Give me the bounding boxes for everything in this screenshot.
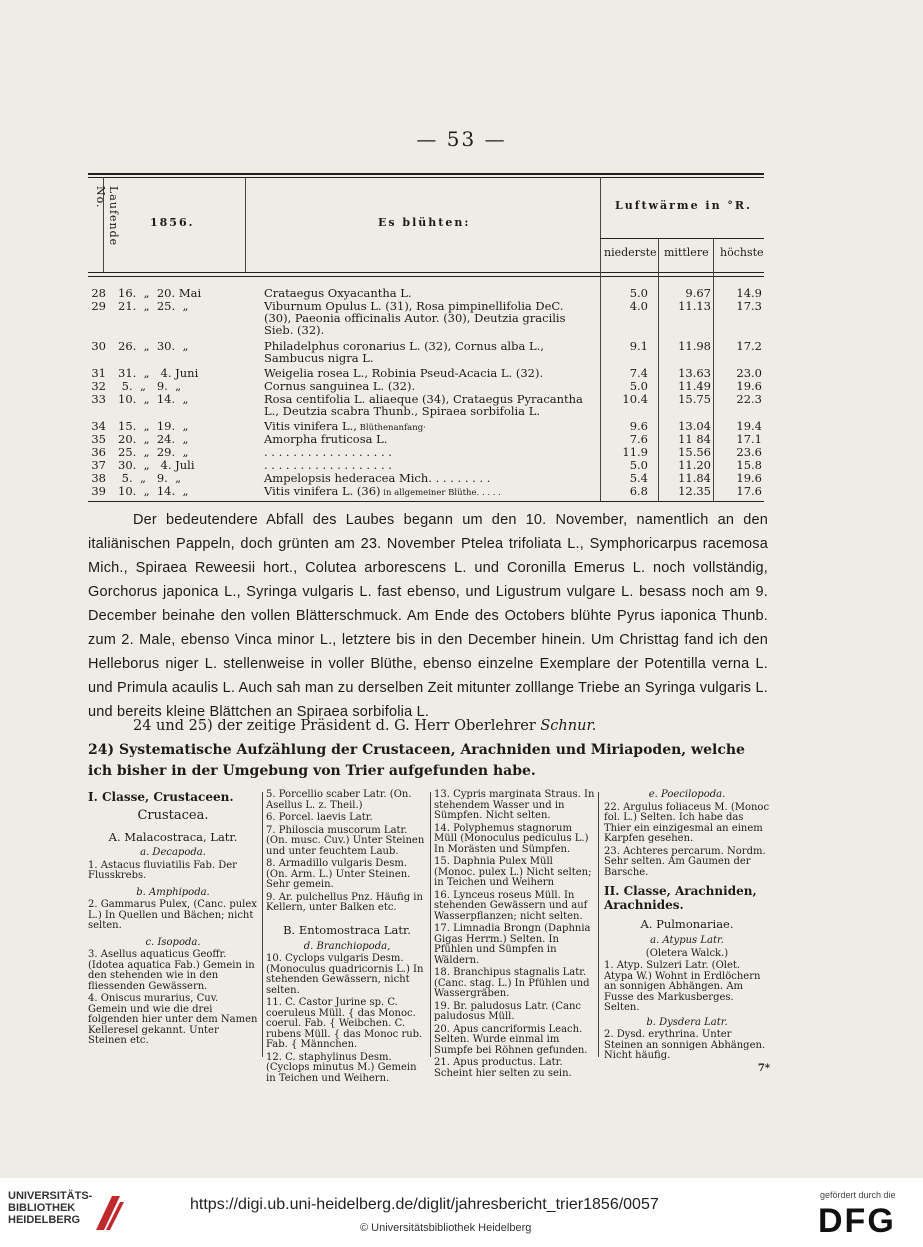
row-temp-low: 9.1 <box>629 339 648 353</box>
paragraph-text: Der bedeutendere Abfall des Laubes begann um den 10. November, namentlich an den italiänischen Pappeln, doch grünten am 23. November Ptelea trifoliata L., Symphoricarpus racemosa Mich., Spiraea Reweesii hort., Colutea arborescens L. und Coronilla Emerus L. noch vollständig, Gorchorus japonica L., Syringa vulgaris L. fast ebenso, und Ligustrum vulgare L. besass noch am 9. December beinahe den vollen Blätterschmuck. Am Ende des Octobers blühte Pyrus iaponica Thunb. zum 2. Male, ebenso Vinca minor L., letztere bis in den December hinein. Um Christtag fand ich den Helleborus niger L. stellenweise in voller Blüthe, ebenso einzelne Exemplare der Potentilla verna L. und Primula acaulis L. Auch sah man zu derselben Zeit mitunter zolllange Triebe an Syringa vulgaris L. und bereits kleine Blättchen an Spiraea sorbifolia L. <box>88 512 768 720</box>
row-number: 38 <box>91 471 106 485</box>
table-top-rule-thin <box>88 177 764 178</box>
suborder: b. Dysdera Latr. <box>646 1016 728 1028</box>
body-paragraph <box>88 508 768 724</box>
suborder: e. Poecilopoda. <box>648 789 726 800</box>
row-plants-note: Blüthenanfang· <box>356 423 426 433</box>
entry: 7. Philoscia muscorum Latr. (On. musc. Cuv.) Unter Steinen und unter feuchtem Laub. <box>266 824 425 857</box>
row-temp-low: 11.9 <box>622 445 648 459</box>
row-number: 37 <box>91 458 106 472</box>
entry: 16. Lynceus roseus Müll. In stehenden Gewässern und auf Wasserpflanzen; nicht selten. <box>434 889 588 922</box>
table-divider <box>245 177 246 272</box>
entry: 13. Cypris marginata Straus. In stehendem Wasser und in Sümpfen. Nicht selten. <box>434 789 595 821</box>
row-dates: 20. „ 24. „ <box>118 432 189 446</box>
col-header-no: Laufende No. <box>94 186 120 247</box>
copyright: © Universitätsbibliothek Heidelberg <box>360 1222 532 1234</box>
row-plants: Weigelia rosea L., Robinia Pseud-Acacia L. (32). <box>264 366 544 380</box>
temp-sub-rule <box>600 238 764 239</box>
row-temp-high: 17.3 <box>736 299 762 313</box>
row-temp-high: 17.2 <box>736 339 762 353</box>
row-plants: Vitis vinifera L. (36) in allgemeiner Blüthe. . . . . <box>264 484 501 498</box>
library-name: UNIVERSITÄTS- BIBLIOTHEK HEIDELBERG <box>8 1190 93 1226</box>
entry: 9. Ar. pulchellus Pnz. Häufig in Kellern, unter Balken etc. <box>266 891 423 913</box>
entry: 6. Porcel. laevis Latr. <box>266 812 373 823</box>
row-temp-high: 19.6 <box>736 379 762 393</box>
entry: 8. Armadillo vulgaris Desm. (On. Arm. L.) Unter Steinen. Sehr gemein. <box>266 858 411 890</box>
suborder: a. Atypus Latr. <box>650 935 724 946</box>
row-dates: 10. „ 14. „ <box>118 484 189 498</box>
row-temp-mid: 13.04 <box>678 419 711 433</box>
signature-mark: 7* <box>757 1062 770 1074</box>
row-temp-mid: 15.56 <box>678 445 711 459</box>
row-dates: 10. „ 14. „ <box>118 392 189 406</box>
row-temp-mid: 13.63 <box>678 366 711 380</box>
row-number: 35 <box>91 432 106 446</box>
entry: 4. Oniscus murarius, Cuv. Gemein und wie die drei folgenden hier unter dem Namen Kelleresel gekannt. Unter Steinen etc. <box>88 993 258 1046</box>
order-title: A. Pulmonariae. <box>640 917 734 931</box>
row-temp-low: 9.6 <box>629 419 648 433</box>
row-temp-mid: 11 84 <box>678 432 711 446</box>
row-plants: Ampelopsis hederacea Mich. . . . . . . . . <box>264 471 491 485</box>
col-header-high: höchste <box>720 246 764 259</box>
class-title: I. Classe, Crustaceen. <box>88 790 234 804</box>
row-temp-low: 5.0 <box>629 286 648 300</box>
column-1 <box>88 790 258 1049</box>
order-title: B. Entomostraca Latr. <box>283 922 411 937</box>
entry: 14. Polyphemus stagnorum Müll (Monoculus pediculus L.) In Morästen und Sümpfen. <box>434 822 589 855</box>
row-temp-high: 23.6 <box>736 445 762 459</box>
suborder: a. Decapoda. <box>140 847 206 858</box>
row-temp-low: 7.6 <box>629 432 648 446</box>
section-heading-1 <box>88 714 768 738</box>
row-temp-low: 5.0 <box>629 379 648 393</box>
row-number: 28 <box>91 286 106 300</box>
row-dates: 26. „ 30. „ <box>118 339 189 353</box>
col-header-year: 1856. <box>150 216 195 229</box>
row-temp-mid: 11.20 <box>678 458 711 472</box>
column-divider <box>262 792 263 1057</box>
row-temp-low: 6.8 <box>629 484 648 498</box>
row-dates: 5. „ 9. „ <box>118 379 182 393</box>
row-plants: . . . . . . . . . . . . . . . . . . <box>264 445 392 459</box>
row-dates: 15. „ 19. „ <box>118 419 189 433</box>
table-bottom-rule <box>88 501 764 502</box>
entry: 1. Atyp. Sulzeri Latr. (Olet. Atypa W.) Wohnt in Erdlöchern an sonnigen Abhängen. Am Fusse des Markusberges. Selten. <box>604 960 761 1013</box>
entry: 2. Dysd. erythrina. Unter Steinen an sonnigen Abhängen. Nicht häufig. <box>604 1029 766 1061</box>
column-divider <box>598 792 599 1057</box>
class-sub: Crustacea. <box>137 808 209 823</box>
table-top-rule <box>88 173 764 175</box>
table-header-rule <box>88 272 764 273</box>
col-header-plants: Es blühten: <box>378 216 471 229</box>
permalink[interactable]: https://digi.ub.uni-heidelberg.de/diglit/jahresbericht_trier1856/0057 <box>190 1196 659 1213</box>
entry: 21. Apus productus. Latr. Scheint hier selten zu sein. <box>434 1057 572 1079</box>
row-number: 31 <box>91 366 106 380</box>
heading1-name: Schnur. <box>540 718 597 734</box>
entry: 15. Daphnia Pulex Müll (Monoc. pulex L.) Nicht selten; in Teichen und Weihern <box>434 856 592 888</box>
section-heading-2 <box>88 740 768 782</box>
row-number: 30 <box>91 339 106 353</box>
row-plants-note: in allgemeiner Blüthe. . . . . <box>380 488 501 498</box>
row-temp-high: 17.1 <box>736 432 762 446</box>
row-temp-mid: 11.13 <box>678 299 711 313</box>
row-temp-mid: 12.35 <box>678 484 711 498</box>
library-logo-icon <box>92 1190 126 1232</box>
row-number: 36 <box>91 445 106 459</box>
column-4 <box>604 790 770 1076</box>
entry: 18. Branchipus stagnalis Latr. (Canc. stag. L.) In Pfühlen und Wassergräben. <box>434 967 590 999</box>
funded-by: gefördert durch die <box>820 1190 896 1200</box>
column-2 <box>266 790 428 1086</box>
heading2-text: 24) Systematische Aufzählung der Crustaceen, Arachniden und Miriapoden, welche ich bisher in der Umgebung von Trier aufgefunden habe. <box>88 742 745 779</box>
entry: 22. Argulus foliaceus M. (Monoc fol. L.) Selten. Ich habe das Thier ein einzigesmal an einem Karpfen gesehen. <box>604 801 770 844</box>
col-header-mid: mittlere <box>664 246 709 259</box>
entry: 5. Porcellio scaber Latr. (On. Asellus L. z. Theil.) <box>266 789 412 811</box>
row-number: 32 <box>91 379 106 393</box>
entry: 1. Astacus fluviatilis Fab. Der Flusskrebs. <box>88 859 237 881</box>
entry: 19. Br. paludosus Latr. (Canc paludosus Müll. <box>434 1000 581 1022</box>
row-plants: . . . . . . . . . . . . . . . . . . <box>264 458 392 472</box>
row-plants: Amorpha fruticosa L. <box>264 432 388 446</box>
row-temp-high: 23.0 <box>736 366 762 380</box>
row-temp-mid: 11.84 <box>678 471 711 485</box>
row-temp-mid: 11.49 <box>678 379 711 393</box>
row-temp-high: 19.6 <box>736 471 762 485</box>
row-number: 34 <box>91 419 106 433</box>
row-plants: Philadelphus coronarius L. (32), Cornus alba L., Sambucus nigra L. <box>264 339 544 365</box>
row-plants: Crataegus Oxyacantha L. <box>264 286 412 300</box>
row-number: 33 <box>91 392 106 406</box>
row-number: 39 <box>91 484 106 498</box>
entry: 17. Limnadia Brongn (Daphnia Gigas Herrm.) Selten. In Pfühlen und Sümpfen in Wäldern. <box>434 923 591 966</box>
row-temp-low: 10.4 <box>622 392 648 406</box>
row-plants: Rosa centifolia L. aliaeque (34), Crataegus Pyracantha L., Deutzia scabra Thunb., Spiraea sorbifolia L. <box>264 392 583 418</box>
order-title: A. Malacostraca, Latr. <box>108 830 238 844</box>
class-title: II. Classe, Arachniden, Arachnides. <box>604 884 757 912</box>
row-temp-high: 22.3 <box>736 392 762 406</box>
col-header-temp: Luftwärme in °R. <box>615 199 752 212</box>
entry: 20. Apus cancriformis Leach. Selten. Wurde einmal im Sumpfe bei Röhnen gefunden. <box>434 1023 588 1056</box>
entry: 2. Gammarus Pulex, (Canc. pulex L.) In Quellen und Bächen; nicht selten. <box>88 899 257 931</box>
dfg-logo: DFG <box>818 1202 896 1240</box>
entry: 11. C. Castor Jurine sp. C. coeruleus Müll. { das Monoc. coerul. Fab. { Weibchen. C. rubens Müll. { das Monoc rub. Fab. { Männchen. <box>266 997 423 1050</box>
heading1-text: 24 und 25) der zeitige Präsident d. G. Herr Oberlehrer <box>133 718 536 734</box>
table-header-rule-2 <box>88 276 764 277</box>
row-temp-low: 5.0 <box>629 458 648 472</box>
row-temp-low: 4.0 <box>629 299 648 313</box>
entry: 3. Asellus aquaticus Geoffr. (Idotea aquatica Fab.) Gemein in den stehenden wie in den fliessenden Gewässern. <box>88 949 255 992</box>
row-temp-mid: 9.67 <box>685 286 711 300</box>
column-divider <box>430 792 431 1057</box>
row-dates: 25. „ 29. „ <box>118 445 189 459</box>
entry: 12. C. staphylinus Desm. (Cyclops minutus M.) Gemein in Teichen und Weihern. <box>266 1051 417 1084</box>
row-plants: Vitis vinifera L., Blüthenanfang· <box>264 419 426 433</box>
row-number: 29 <box>91 299 106 313</box>
row-temp-mid: 11.98 <box>678 339 711 353</box>
row-temp-low: 5.4 <box>629 471 648 485</box>
suborder: d. Branchiopoda, <box>303 940 391 952</box>
entry: 23. Achteres percarum. Nordm. Sehr selten. Am Gaumen der Barsche. <box>604 845 766 878</box>
entry: 10. Cyclops vulgaris Desm. (Monoculus quadricornis L.) In stehenden Gewässern, nicht selten. <box>266 953 424 996</box>
row-temp-high: 15.8 <box>736 458 762 472</box>
row-temp-mid: 15.75 <box>678 392 711 406</box>
row-temp-low: 7.4 <box>629 366 648 380</box>
suborder: b. Amphipoda. <box>136 886 210 898</box>
col-header-low: niederste <box>604 246 657 259</box>
page-number: — 53 — <box>416 127 507 151</box>
row-temp-high: 17.6 <box>736 484 762 498</box>
suborder: c. Isopoda. <box>145 936 201 948</box>
row-plants: Cornus sanguinea L. (32). <box>264 379 416 393</box>
suborder-alt: (Oletera Walck.) <box>645 947 729 959</box>
row-dates: 31. „ 4. Juni <box>118 366 199 380</box>
row-dates: 21. „ 25. „ <box>118 299 189 313</box>
row-dates: 30. „ 4. Juli <box>118 458 195 472</box>
row-temp-high: 14.9 <box>736 286 762 300</box>
row-dates: 5. „ 9. „ <box>118 471 182 485</box>
row-plants: Viburnum Opulus L. (31), Rosa pimpinellifolia DeC. (30), Paeonia officinalis Autor. (30), Deutzia gracilis Sieb. (32). <box>264 299 566 337</box>
column-3 <box>434 790 596 1081</box>
row-temp-high: 19.4 <box>736 419 762 433</box>
row-dates: 16. „ 20. Mai <box>118 286 202 300</box>
